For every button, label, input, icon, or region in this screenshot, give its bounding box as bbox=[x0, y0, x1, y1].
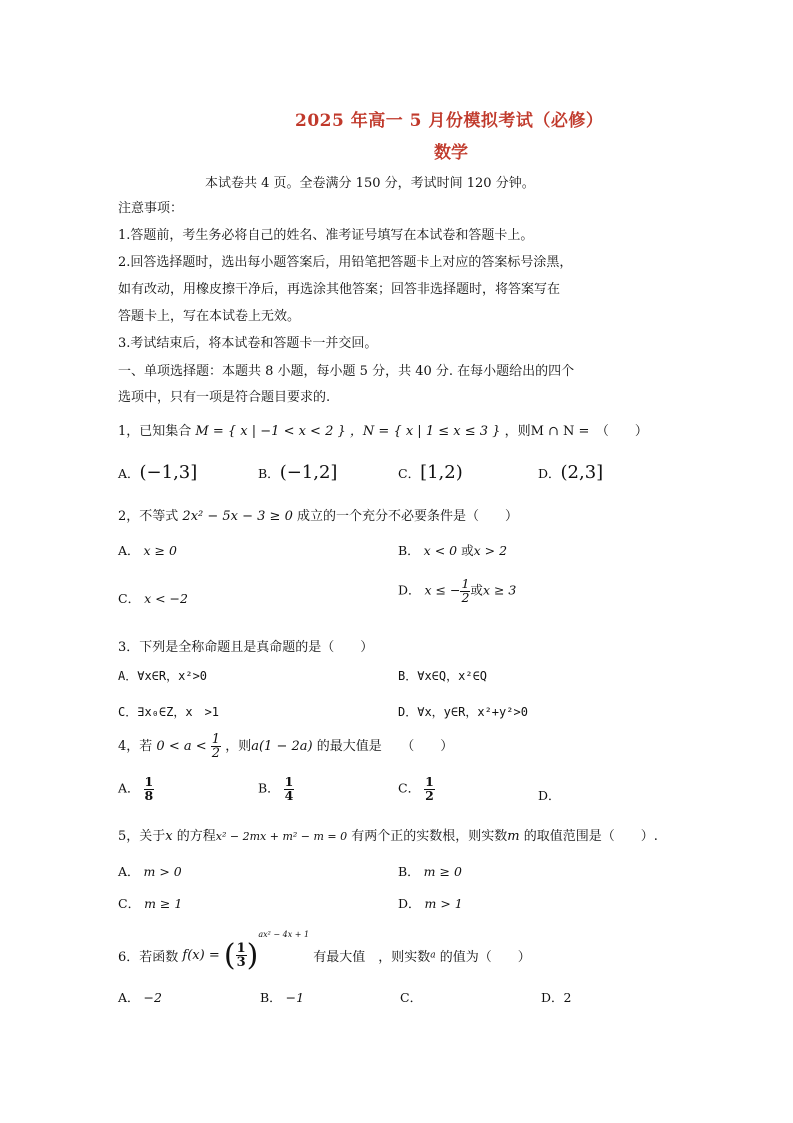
q2-option-a[interactable]: A． x ≥ 0 bbox=[118, 543, 177, 558]
question-4: 4，若 0 < a < $\frac{1}{2}$ ，则a(1 − 2a) 的最大值是 （ ） bbox=[118, 732, 454, 761]
q4-expression: a(1 − 2a) bbox=[251, 739, 313, 754]
question-3: 3．下列是全称命题且是真命题的是（ ） bbox=[118, 640, 374, 655]
note-3: 3.考试结束后，将本试卷和答题卡一并交回。 bbox=[118, 336, 378, 351]
q5-equation: x² − 2mx + m² − m = 0 bbox=[215, 830, 348, 843]
q4-condition: 0 < a < bbox=[156, 739, 207, 754]
q4-option-c-fraction: $\frac{1}{2}$ bbox=[425, 774, 434, 803]
q6-exponent: ax² − 4x + 1 bbox=[258, 930, 310, 939]
q2-option-c[interactable]: C． x < −2 bbox=[118, 591, 188, 606]
q5-option-d[interactable]: D． m > 1 bbox=[398, 896, 463, 911]
q2-option-c-value: x < −2 bbox=[144, 591, 188, 606]
q5-option-a[interactable]: A． m > 0 bbox=[118, 864, 182, 879]
question-2 bbox=[118, 505, 518, 524]
q4-option-c[interactable]: C． $\frac{1}{2}$ bbox=[398, 774, 434, 803]
q1-option-b-value: (−1,2] bbox=[279, 462, 338, 483]
subject-title: 数学 bbox=[434, 143, 468, 163]
q5-option-b[interactable]: B． m ≥ 0 bbox=[398, 864, 462, 879]
q2-inequality: 2x² − 5x − 3 ≥ 0 bbox=[182, 509, 293, 524]
q4-option-a[interactable]: A． $\frac{1}{8}$ bbox=[118, 774, 154, 803]
q1-post: ，则M ∩ N = （ ） bbox=[504, 424, 648, 439]
note-2c: 答题卡上，写在本试卷上无效。 bbox=[118, 309, 301, 324]
exam-title: 2025 年高一 5 月份模拟考试（必修） bbox=[295, 111, 604, 131]
q6-base-fraction: $\frac{1}{3}$ bbox=[236, 941, 246, 970]
q1-option-c-value: [1,2) bbox=[420, 462, 463, 483]
exam-info: 本试卷共 4 页。全卷满分 150 分，考试时间 120 分钟。 bbox=[205, 176, 535, 191]
q2-option-b[interactable]: B． x < 0 或x > 2 bbox=[398, 543, 508, 558]
q2-option-d[interactable]: D． x ≤ − $\frac{1}{2}$ 或x ≥ 3 bbox=[398, 576, 517, 605]
q1-option-a[interactable]: A．(−1,3] bbox=[118, 462, 198, 483]
q1-option-b[interactable]: B．(−1,2] bbox=[258, 462, 338, 483]
q2-pre: 2，不等式 bbox=[118, 509, 179, 524]
q4-condition-fraction: $\frac{1}{2}$ bbox=[211, 732, 221, 761]
note-2b: 如有改动，用橡皮擦干净后，再选涂其他答案；回答非选择题时，将答案写在 bbox=[118, 282, 561, 297]
q4-option-b[interactable]: B． $\frac{1}{4}$ bbox=[258, 774, 294, 803]
q6-function: f(x) = bbox=[182, 948, 220, 963]
question-6: 6．若函数 f(x) = ( $\frac{1}{3}$ )$^{ax^2 - 4x + 1}$ 有最大值 ，则实数a 的值为（ ） bbox=[118, 930, 531, 973]
section-heading-line1: 一、单项选择题：本题共 8 小题，每小题 5 分，共 40 分. 在每小题给出的四个 bbox=[118, 364, 575, 379]
q6-option-a[interactable]: A． −2 bbox=[118, 990, 162, 1005]
q6-left-paren: ( bbox=[223, 937, 236, 973]
question-1 bbox=[118, 420, 648, 439]
q1-option-d[interactable]: D．(2,3] bbox=[538, 462, 604, 483]
q3-option-c[interactable]: C．∃x₀∈Z，x >1 bbox=[118, 705, 220, 719]
q6-right-paren: ) bbox=[246, 937, 259, 973]
q4-option-b-fraction: $\frac{1}{4}$ bbox=[284, 774, 294, 803]
q1-set-m: M = { x | −1 < x < 2 } bbox=[195, 424, 346, 439]
note-2a: 2.回答选择题时，选出每小题答案后，用铅笔把答题卡上对应的答案标号涂黑， bbox=[118, 255, 573, 270]
q2-option-a-value: x ≥ 0 bbox=[143, 543, 177, 558]
q3-option-b[interactable]: B．∀x∈Q，x²∈Q bbox=[398, 669, 488, 683]
q1-pre: 1，已知集合 bbox=[118, 424, 192, 439]
q6-option-c[interactable]: C． bbox=[400, 990, 423, 1005]
q3-option-d[interactable]: D．∀x，y∈R，x²+y²>0 bbox=[398, 705, 528, 719]
q2-option-d-fraction: $\frac{1}{2}$ bbox=[461, 576, 470, 605]
q1-option-c[interactable]: C．[1,2) bbox=[398, 462, 463, 483]
q4-option-a-fraction: $\frac{1}{8}$ bbox=[144, 774, 154, 803]
q1-option-d-value: (2,3] bbox=[560, 462, 604, 483]
q6-option-b[interactable]: B． −1 bbox=[260, 990, 305, 1005]
q2-post: 成立的一个充分不必要条件是（ ） bbox=[297, 509, 519, 524]
notes-heading: 注意事项： bbox=[118, 201, 184, 216]
q4-option-d[interactable]: D． bbox=[538, 788, 561, 803]
q6-option-d[interactable]: D．2 bbox=[541, 990, 572, 1005]
q3-option-a[interactable]: A．∀x∈R，x²>0 bbox=[118, 669, 208, 683]
question-5: 5，关于x 的方程x² − 2mx + m² − m = 0 有两个正的实数根，则实数m 的取值范围是（ ）. bbox=[118, 829, 658, 844]
q1-option-a-value: (−1,3] bbox=[139, 462, 198, 483]
q5-option-c[interactable]: C． m ≥ 1 bbox=[118, 896, 183, 911]
q1-set-n: ，N = { x | 1 ≤ x ≤ 3 } bbox=[349, 424, 501, 439]
section-heading-line2: 选项中，只有一项是符合题目要求的. bbox=[118, 390, 331, 405]
note-1: 1.答题前，考生务必将自己的姓名、准考证号填写在本试卷和答题卡上。 bbox=[118, 228, 534, 243]
